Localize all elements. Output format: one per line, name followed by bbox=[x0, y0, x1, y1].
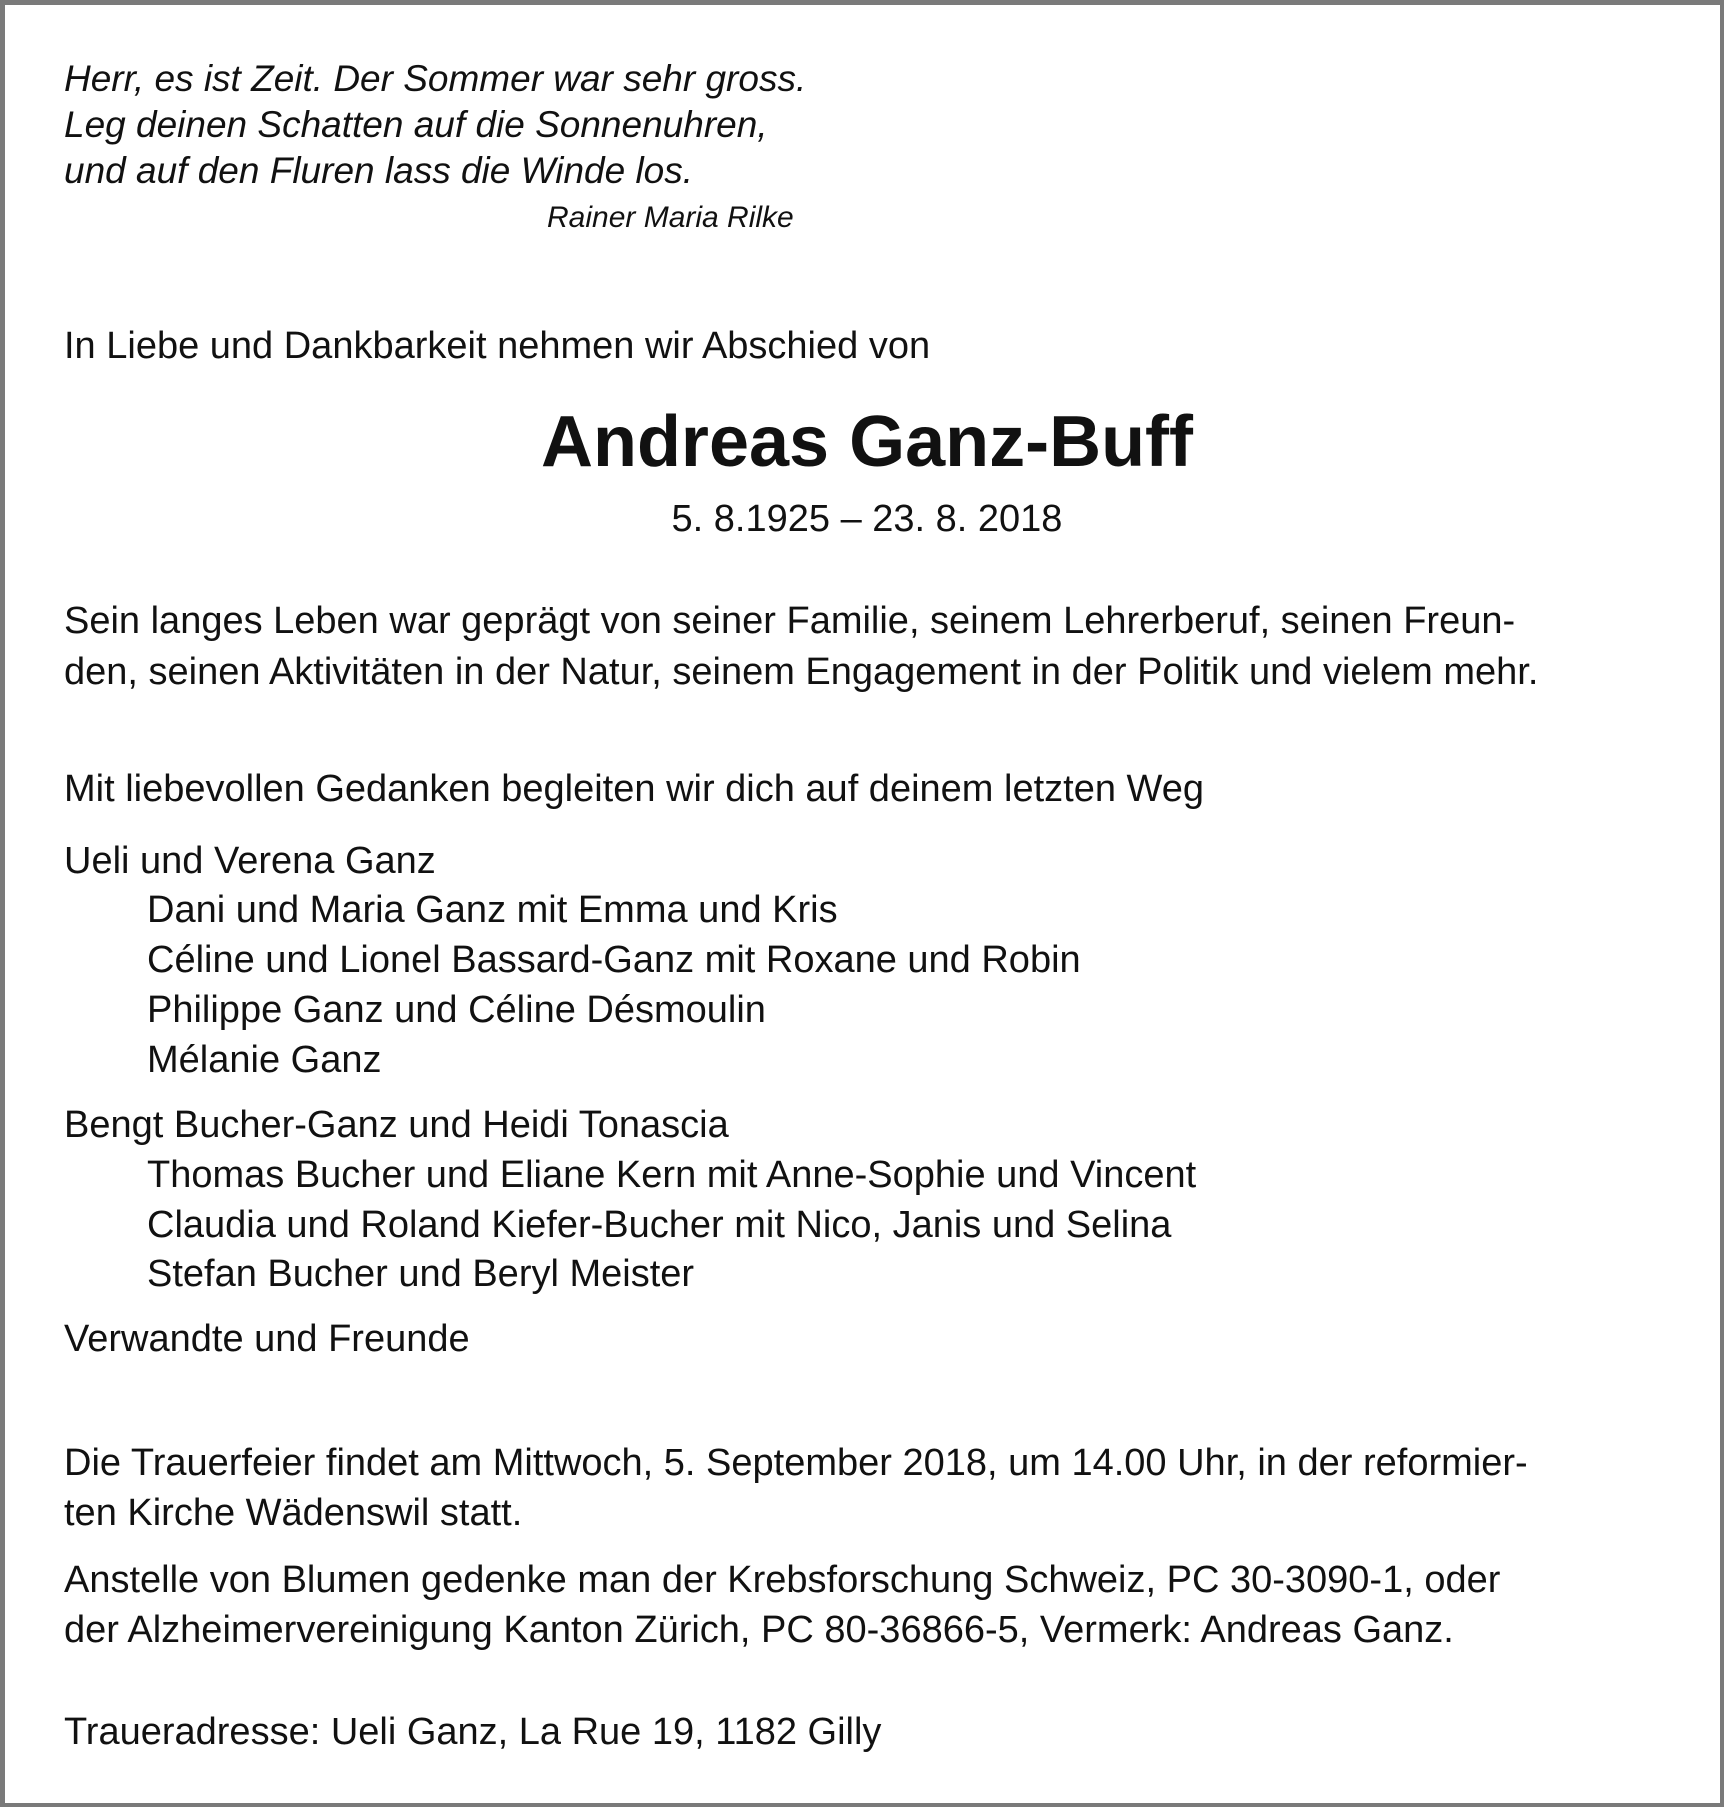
donation-text-line-1: Anstelle von Blumen gedenke man der Krebsforschung Schweiz, PC 30-3090-1, oder bbox=[64, 1559, 1501, 1601]
poem-line-1: Herr, es ist Zeit. Der Sommer war sehr gross. bbox=[64, 58, 807, 99]
poem-line-3: und auf den Fluren lass die Winde los. bbox=[64, 150, 694, 191]
family-member: Thomas Bucher und Eliane Kern mit Anne-Sophie und Vincent bbox=[147, 1154, 1197, 1196]
life-text-line-2: den, seinen Aktivitäten in der Natur, seinem Engagement in der Politik und vielem mehr. bbox=[64, 651, 1539, 693]
family-member: Philippe Ganz und Céline Désmoulin bbox=[147, 989, 766, 1031]
family-member: Mélanie Ganz bbox=[147, 1039, 382, 1081]
donation-text-line-2: der Alzheimervereinigung Kanton Zürich, PC 80-36866-5, Vermerk: Andreas Ganz. bbox=[64, 1609, 1454, 1651]
farewell-text: Mit liebevollen Gedanken begleiten wir dich auf deinem letzten Weg bbox=[64, 768, 1204, 810]
poem-line-2: Leg deinen Schatten auf die Sonnenuhren, bbox=[64, 104, 768, 145]
ceremony-text-line-1: Die Trauerfeier findet am Mittwoch, 5. September 2018, um 14.00 Uhr, in der reformier- bbox=[64, 1442, 1528, 1484]
ceremony-text-line-2: ten Kirche Wädenswil statt. bbox=[64, 1492, 523, 1534]
poem-author: Rainer Maria Rilke bbox=[547, 201, 794, 234]
intro-text: In Liebe und Dankbarkeit nehmen wir Abschied von bbox=[64, 325, 931, 367]
family-head-1: Ueli und Verena Ganz bbox=[64, 840, 436, 882]
life-dates: 5. 8.1925 – 23. 8. 2018 bbox=[671, 498, 1063, 540]
family-member: Claudia und Roland Kiefer-Bucher mit Nico, Janis und Selina bbox=[147, 1204, 1172, 1246]
family-member: Stefan Bucher und Beryl Meister bbox=[147, 1253, 695, 1295]
relatives-and-friends: Verwandte und Freunde bbox=[64, 1318, 470, 1360]
mourning-address: Traueradresse: Ueli Ganz, La Rue 19, 1182 Gilly bbox=[64, 1711, 882, 1753]
deceased-name: Andreas Ganz-Buff bbox=[540, 402, 1194, 482]
family-member: Dani und Maria Ganz mit Emma und Kris bbox=[147, 889, 838, 931]
family-member: Céline und Lionel Bassard-Ganz mit Roxane und Robin bbox=[147, 939, 1081, 981]
life-text-line-1: Sein langes Leben war geprägt von seiner Familie, seinem Lehrerberuf, seinen Freun- bbox=[64, 600, 1516, 642]
family-head-2: Bengt Bucher-Ganz und Heidi Tonascia bbox=[64, 1104, 729, 1146]
